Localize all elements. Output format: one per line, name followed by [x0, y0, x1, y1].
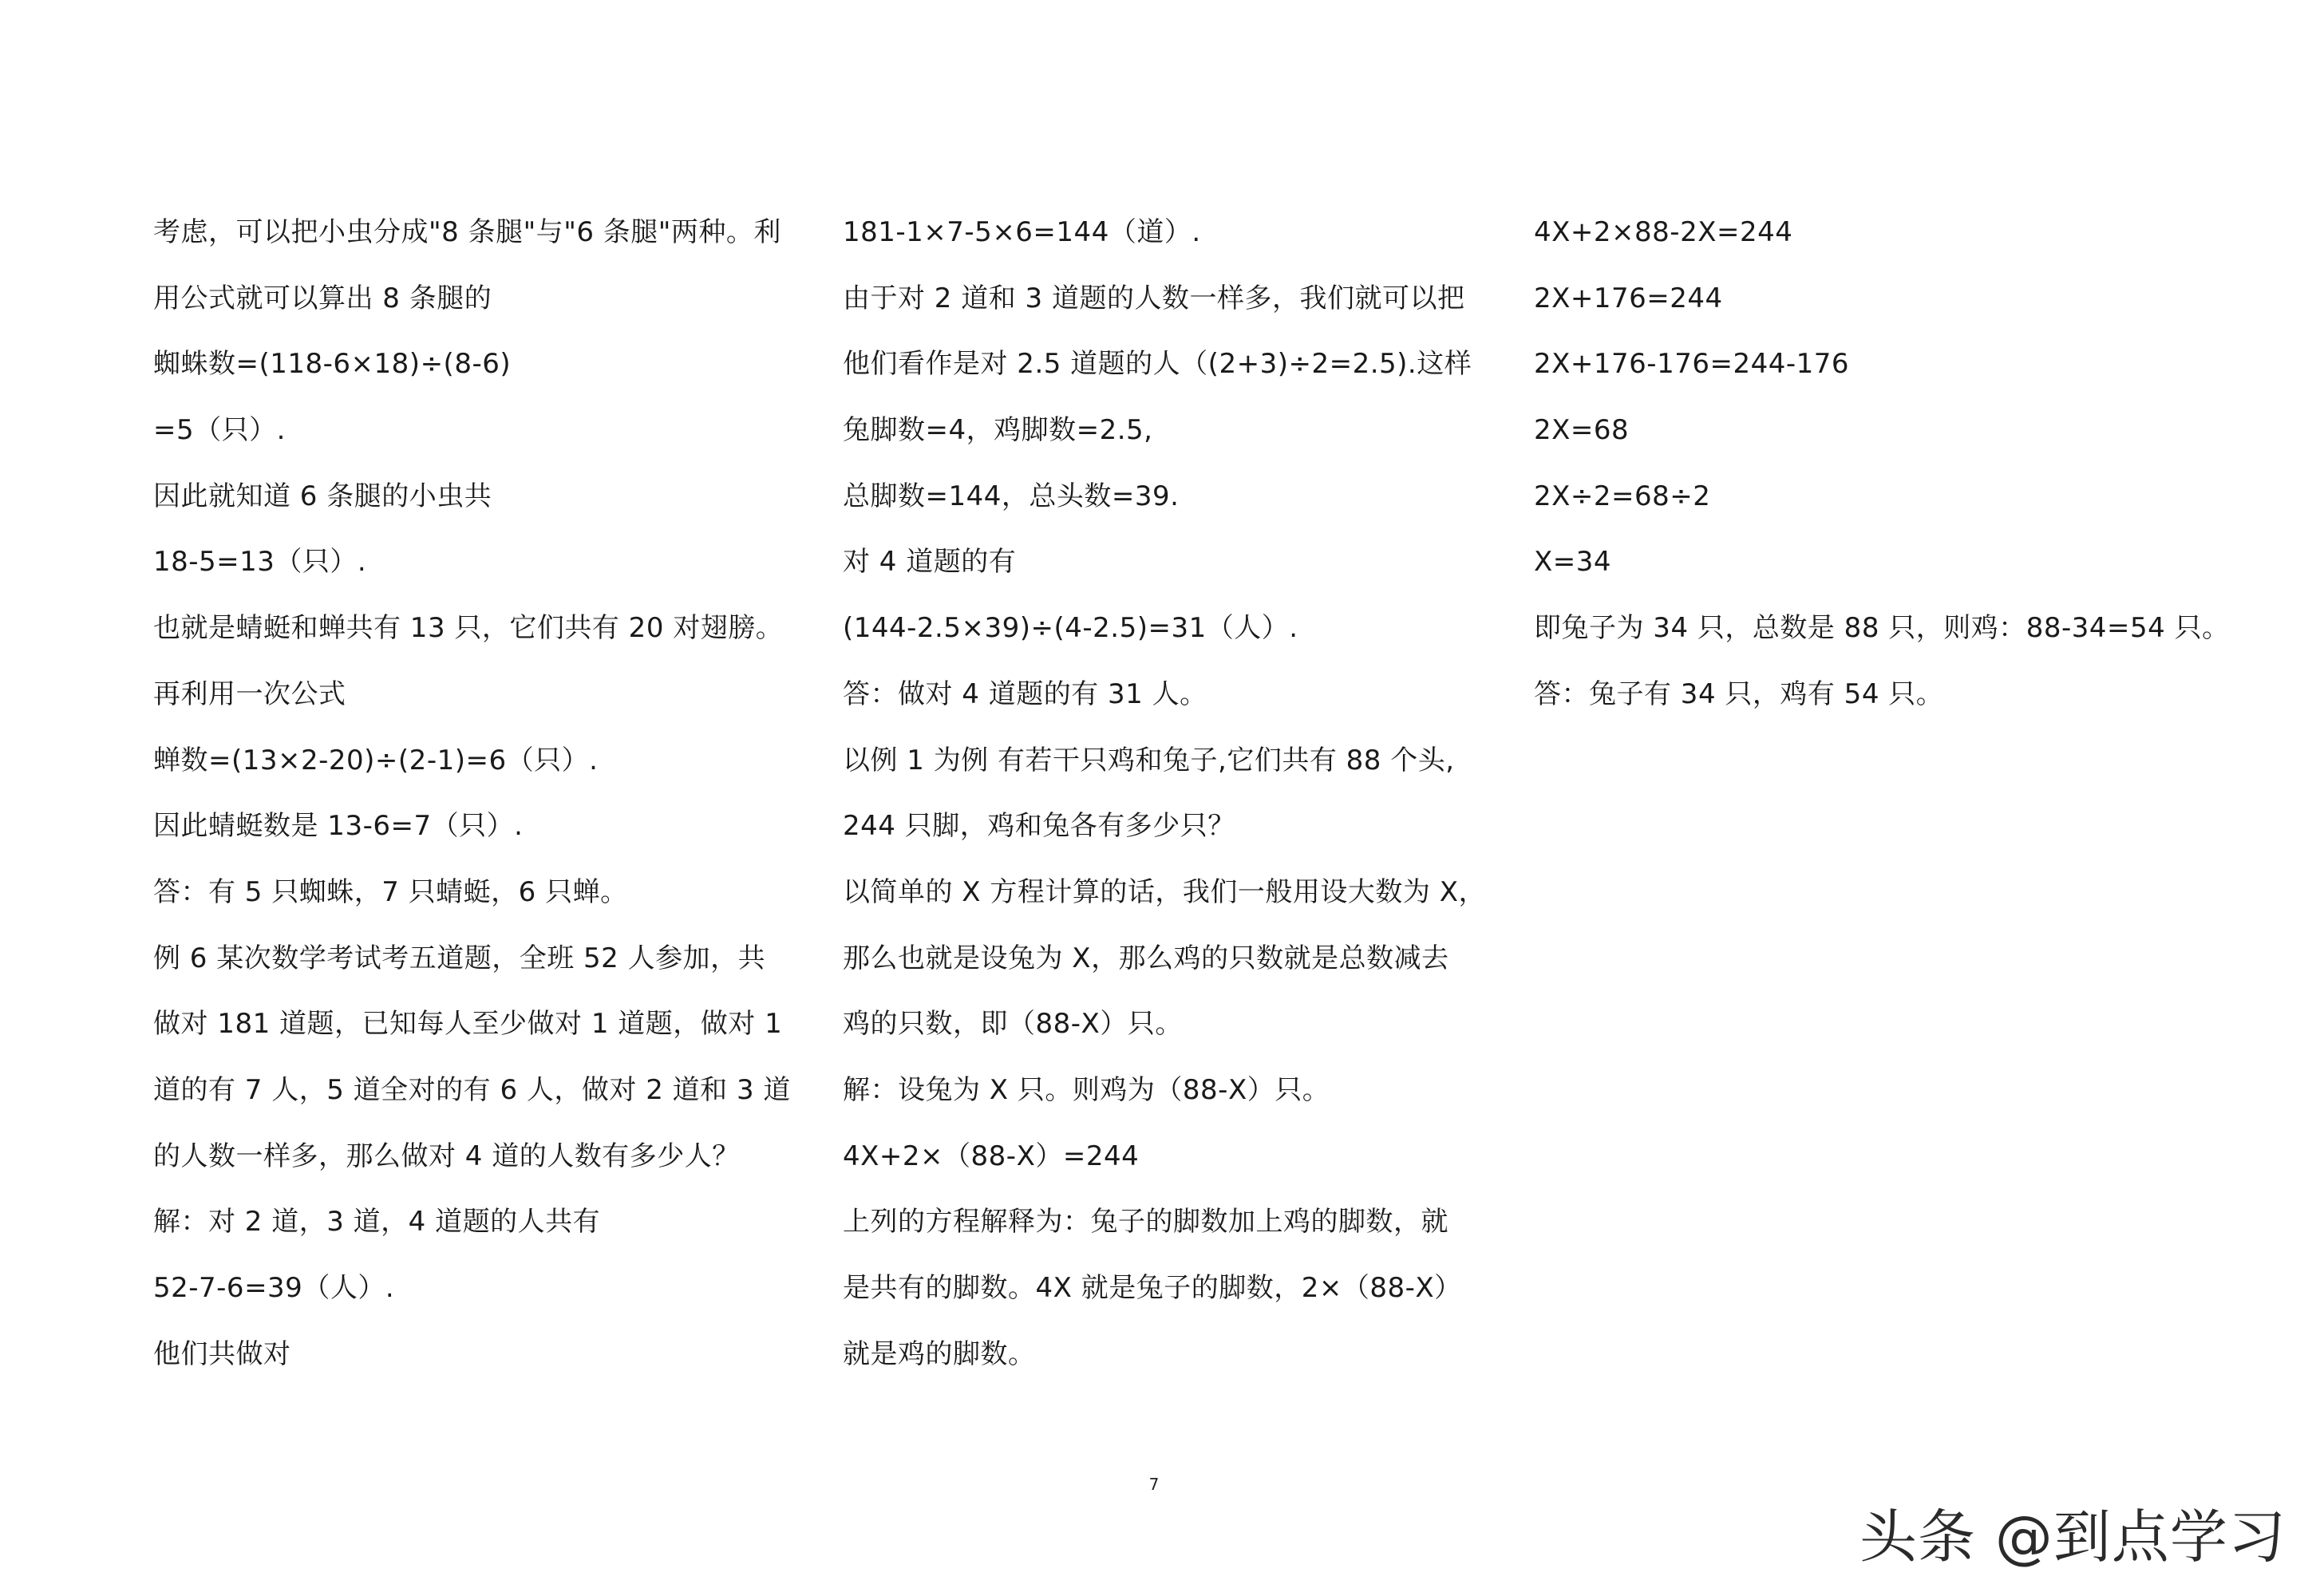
text-line: 由于对 2 道和 3 道题的人数一样多，我们就可以把 [843, 282, 1465, 314]
text-line: 因此蜻蜓数是 13-6=7（只）. [153, 810, 524, 843]
text-line: 2X+176-176=244-176 [1534, 348, 1850, 381]
text-line: 是共有的脚数。4X 就是兔子的脚数，2×（88-X） [843, 1272, 1462, 1304]
text-line: 也就是蜻蜓和蝉共有 13 只，它们共有 20 对翅膀。 [153, 612, 784, 645]
text-line: 总脚数=144，总头数=39. [843, 480, 1180, 512]
text-line: 蜘蛛数=(118-6×18)÷(8-6) [153, 348, 512, 381]
text-line: 那么也就是设兔为 X，那么鸡的只数就是总数减去 [843, 942, 1449, 974]
text-line: 以例 1 为例 有若干只鸡和兔子,它们共有 88 个头, [843, 744, 1455, 776]
text-line: 他们看作是对 2.5 道题的人（(2+3)÷2=2.5).这样 [843, 348, 1472, 381]
text-line: 解：对 2 道，3 道，4 道题的人共有 [153, 1206, 601, 1238]
text-line: 52-7-6=39（人）. [153, 1272, 395, 1304]
text-line: 244 只脚，鸡和兔各有多少只？ [843, 810, 1235, 843]
text-line: 考虑，可以把小虫分成"8 条腿"与"6 条腿"两种。利 [153, 216, 781, 248]
text-line: 18-5=13（只）. [153, 546, 367, 579]
text-line: 答：做对 4 道题的有 31 人。 [843, 678, 1207, 710]
text-line: 上列的方程解释为：兔子的脚数加上鸡的脚数，就 [843, 1206, 1448, 1238]
text-line: 他们共做对 [153, 1337, 291, 1370]
text-line: (144-2.5×39)÷(4-2.5)=31（人）. [843, 612, 1298, 645]
text-line: 以简单的 X 方程计算的话，我们一般用设大数为 X， [843, 875, 1487, 908]
text-line: 蝉数=(13×2-20)÷(2-1)=6（只）. [153, 744, 599, 776]
text-line: 的人数一样多，那么做对 4 道的人数有多少人？ [153, 1140, 740, 1172]
text-line: 鸡的只数，即（88-X）只。 [843, 1008, 1183, 1041]
text-line: 4X+2×（88-X）=244 [843, 1140, 1140, 1172]
text-line: 答：兔子有 34 只，鸡有 54 只。 [1534, 678, 1944, 710]
text-line: 即兔子为 34 只，总数是 88 只，则鸡：88-34=54 只。 [1534, 612, 2230, 645]
text-line: 用公式就可以算出 8 条腿的 [153, 282, 492, 314]
text-line: 再利用一次公式 [153, 678, 346, 710]
page-number: 7 [1148, 1475, 1160, 1494]
text-column-left [153, 200, 816, 1387]
text-line: 2X=68 [1534, 414, 1630, 447]
text-line: 做对 181 道题，已知每人至少做对 1 道题，做对 1 [153, 1008, 783, 1041]
text-line: =5（只）. [153, 414, 286, 447]
text-line: 道的有 7 人，5 道全对的有 6 人，做对 2 道和 3 道 [153, 1073, 791, 1106]
text-line: X=34 [1534, 546, 1612, 579]
text-line: 181-1×7-5×6=144（道）. [843, 216, 1201, 248]
text-line: 解：设兔为 X 只。则鸡为（88-X）只。 [843, 1073, 1330, 1106]
text-column-right [1534, 200, 2252, 728]
text-line: 4X+2×88-2X=244 [1534, 216, 1793, 248]
text-line: 答：有 5 只蜘蛛，7 只蜻蜓，6 只蝉。 [153, 875, 628, 908]
text-line: 因此就知道 6 条腿的小虫共 [153, 480, 492, 512]
text-line: 例 6 某次数学考试考五道题，全班 52 人参加，共 [153, 942, 766, 974]
text-line: 2X÷2=68÷2 [1534, 480, 1711, 512]
text-column-middle [843, 200, 1505, 1387]
text-line: 就是鸡的脚数。 [843, 1337, 1036, 1370]
watermark-logo: 头条 @到点学习 [1859, 1503, 2286, 1570]
text-line: 对 4 道题的有 [843, 546, 1017, 579]
text-line: 兔脚数=4，鸡脚数=2.5, [843, 414, 1153, 447]
text-line: 2X+176=244 [1534, 282, 1723, 314]
